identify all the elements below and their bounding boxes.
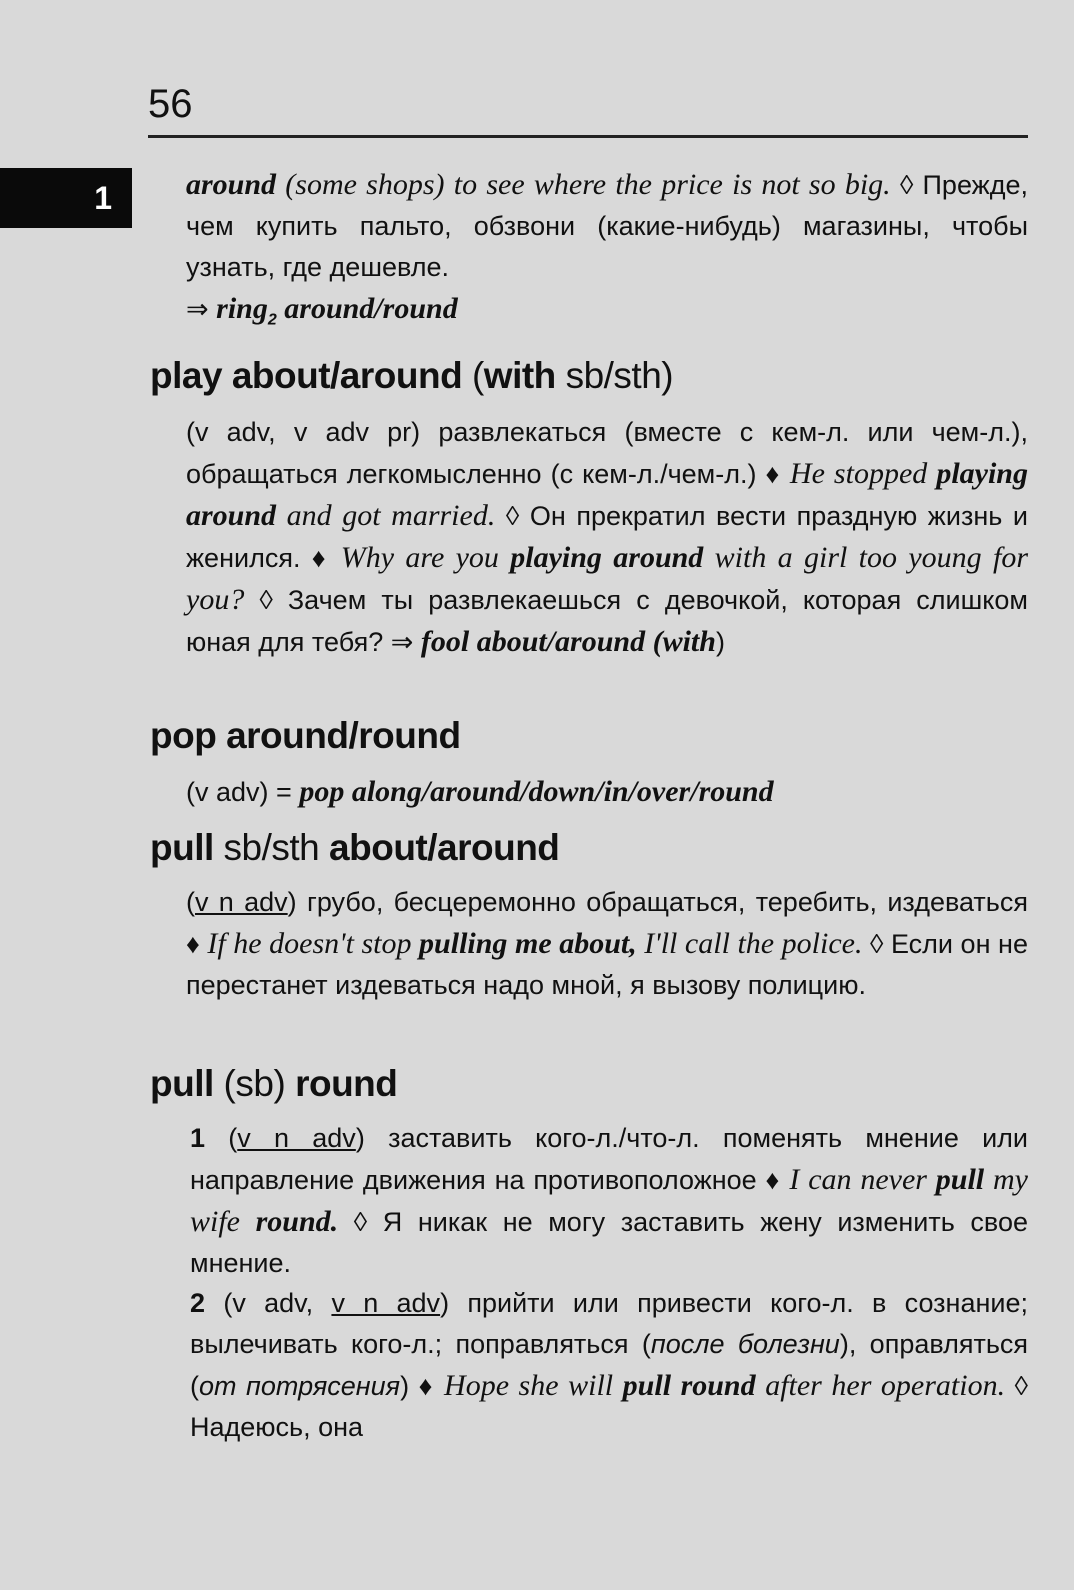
example-text: Why are you	[340, 541, 499, 574]
example-text: with a girl too young for you?	[186, 541, 1028, 616]
diamond-icon: ♦	[311, 543, 330, 573]
example-bold: around	[186, 168, 277, 201]
arrow-icon: ⇒	[390, 627, 414, 657]
headword: play about/around (with sb/sth)	[150, 355, 674, 396]
grammar-code: (v adv, v n adv)	[223, 1288, 450, 1318]
example-bold: playing around	[510, 541, 704, 574]
definition: заставить кого-л./что-л. поменять мнение или направление движения на противоположное	[190, 1123, 1028, 1195]
translation: ◊ Если он не перестанет издеваться надо мной, я вызову полицию.	[186, 929, 1028, 1000]
example-bold: pull	[935, 1163, 985, 1196]
section-tab-number: 1	[94, 180, 112, 216]
page-number: 56	[148, 82, 193, 126]
example-text: and got married.	[286, 499, 496, 532]
headword: pop around/round	[150, 715, 461, 756]
grammar-code: (v adv) =	[186, 777, 292, 807]
grammar-code: (v n adv)	[186, 887, 297, 917]
entry-body	[186, 771, 1028, 813]
arrow-icon: ⇒	[186, 294, 209, 324]
continued-entry	[186, 164, 1028, 340]
entry-body: (v adv, v adv pr) развлекаться (вместе с кем-л. или чем-л.), обращаться легкомысленно (с кем-л./чем-л.) ♦ He stopped playing around and got married. ◊ Он прекратил вести праздную жизнь и женился. ♦ Why are you playing around with a girl too young for you? ◊ Зачем ты развлекаешься с девочкой, которая слишком юная для тебя? ⇒ fool about/around (with)	[186, 417, 1028, 658]
diamond-icon: ♦	[186, 929, 200, 959]
example-text: to see where the price is not so big.	[453, 168, 891, 201]
example-text: I'll call the police.	[644, 927, 863, 960]
example-text: If he doesn't stop	[207, 927, 412, 960]
cross-reference: fool about/around (with	[420, 625, 716, 658]
example-text: my wife	[190, 1163, 1028, 1238]
cross-reference: pop along/around/down/in/over/round	[299, 775, 774, 808]
sense-2	[190, 1283, 1028, 1448]
cross-reference: ring	[216, 292, 268, 325]
translation: ◊ Прежде, чем купить пальто, обзвони (какие-нибудь) магазины, чтобы узнать, где дешевле.	[186, 170, 1028, 282]
grammar-code: (v n adv)	[228, 1123, 365, 1153]
sense-number: 1	[190, 1123, 206, 1153]
cross-reference-subscript: 2	[267, 311, 277, 329]
diamond-icon: ♦	[765, 459, 781, 489]
example-text: He stopped	[789, 457, 928, 490]
example-bold: pull round	[622, 1369, 756, 1402]
section-tab	[0, 168, 132, 228]
diamond-icon: ♦	[418, 1371, 435, 1401]
sense-1	[190, 1118, 1028, 1284]
translation: ◊ Я никак не могу заставить жену изменить свое мнение.	[190, 1207, 1028, 1278]
example-bold: playing around	[186, 457, 1028, 532]
definition: прийти или привести кого-л. в сознание; вылечивать кого-л.; поправляться (после болезни), оправляться (от потрясения)	[190, 1288, 1029, 1401]
headword: pull sb/sth about/around	[150, 827, 560, 868]
example-text: (some shops)	[285, 168, 445, 201]
headword: pull (sb) round	[150, 1063, 398, 1104]
translation: ◊ Зачем ты развлекаешься с девочкой, которая слишком юная для тебя?	[186, 585, 1028, 657]
grammar-code: (v adv, v adv pr)	[186, 417, 421, 447]
header-rule	[148, 135, 1028, 138]
example-text: Hope she will	[444, 1369, 614, 1402]
sense-number: 2	[190, 1288, 206, 1318]
definition: развлекаться (вместе с кем-л. или чем-л.), обращаться легкомысленно (с кем-л./чем-л.)	[186, 417, 1028, 489]
definition: грубо, бесцеремонно обращаться, теребить, издеваться	[306, 887, 1028, 917]
entry-body	[186, 882, 1028, 1006]
example-text: after her operation.	[765, 1369, 1006, 1402]
example-bold: round.	[255, 1205, 339, 1238]
translation: ◊ Надеюсь, она	[190, 1371, 1028, 1442]
translation: ◊ Он прекратил вести праздную жизнь и женился.	[186, 501, 1028, 573]
example-bold: pulling me about,	[419, 927, 637, 960]
example-text: I can never	[789, 1163, 927, 1196]
cross-reference: around/round	[284, 292, 458, 325]
diamond-icon: ♦	[765, 1165, 781, 1195]
